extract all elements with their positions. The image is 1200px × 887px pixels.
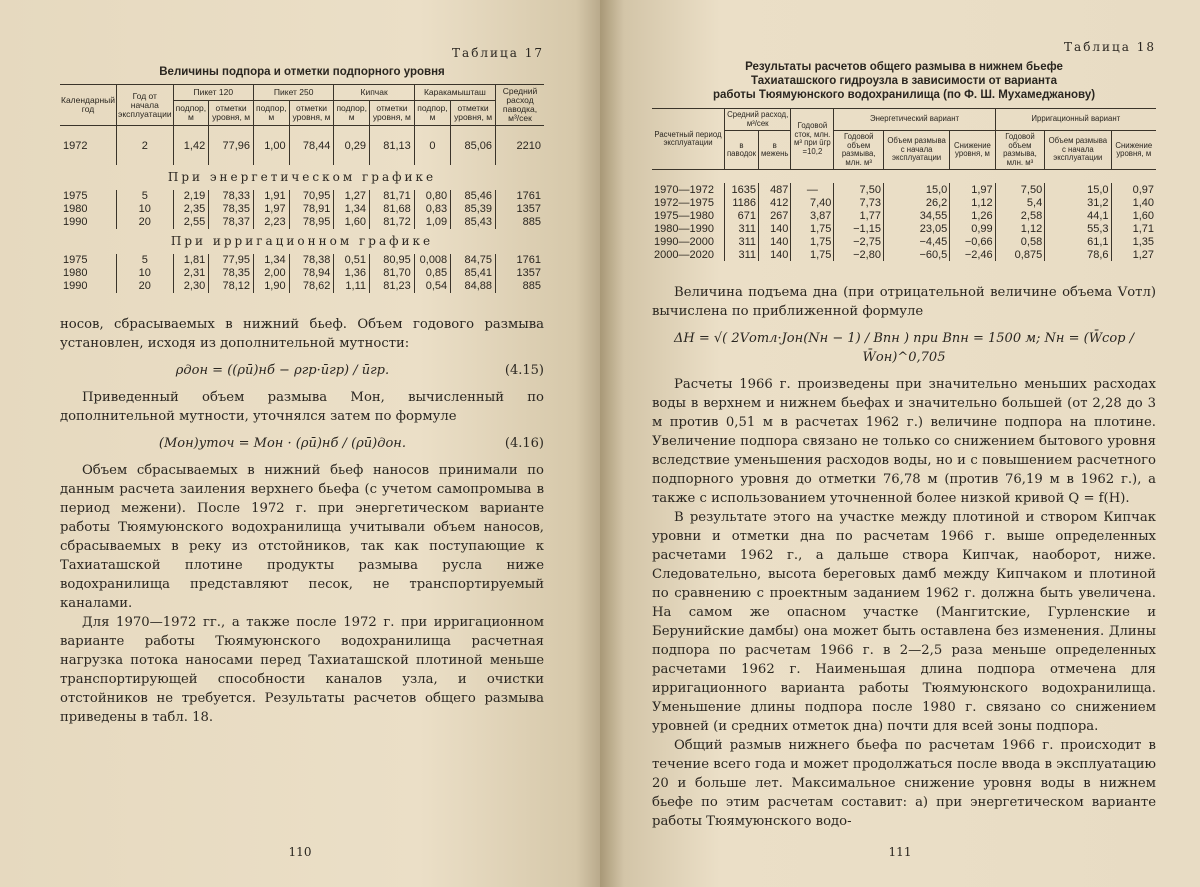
th-flood: в паводок: [725, 131, 759, 170]
table-row: 1970—1972 1635 487 — 7,50 15,0 1,97 7,50 15,0 0,97: [654, 184, 1154, 196]
table-17-title: Величины подпора и отметки подпорного уровня: [159, 66, 445, 78]
th-picket-120: Пикет 120: [173, 85, 253, 101]
th-e-annual: Годовой объем размыва, млн. м³: [834, 131, 884, 170]
page-number-right: 111: [888, 845, 912, 859]
th-i-cumulative: Объем размыва с начала эксплуатации: [1045, 131, 1111, 170]
table-row: 1972 2 1,42 77,96 1,00 78,44 0,29 81,13 0 85,06 2210: [60, 126, 544, 166]
section-irrigation: При ирригационном графике: [170, 234, 434, 248]
th-sub-level: отметки уровня, м: [451, 100, 496, 126]
left-body-text: [60, 315, 544, 727]
th-annual-runoff: Годовой сток, млн. м³ при ūгр =10,2: [791, 109, 834, 170]
paragraph: Величина подъема дна (при отрицательной величине объема Vотл) вычислена по приближенной формуле: [652, 285, 1156, 319]
paragraph: Расчеты 1966 г. произведены при значительно меньших расходах воды в верхнем и нижнем бьефах и значительно большей (от 2,28 до 3 м против 0,51 м в расчетах 1962 г.) величине подпора на плотине. Увеличение подпора связано не только со снижением бытового уровня вследствие уменьшения расходов воды, но и с повышением расчетного подпорного уровня до отметки 76,78 м (против 76,19 м в 1962 г.), а также с использованием уточненной более низкой кривой Q = f(H).: [652, 377, 1156, 506]
paragraph: Для 1970—1972 гг., а также после 1972 г. при ирригационном варианте работы Тюямуюнского водохранилища расчетная нагрузка потока наносами перед Тахиаташской плотиной меньше транспортирующей способности каналов узла, и очистки отстойников не требуется. Результаты расчетов общего размыва приведены в табл. 18.: [60, 615, 544, 725]
th-energy-variant: Энергетический вариант: [834, 109, 995, 131]
formula-4-15: [60, 361, 544, 380]
paragraph: Приведенный объем размыва Mон, вычисленный по дополнительной мутности, уточнялся затем по формуле: [60, 390, 544, 424]
table-18: [652, 108, 1156, 261]
table-row: 1990—2000 311 140 1,75 −2,75 −4,45 −0,66 0,58 61,1 1,35: [654, 236, 1154, 248]
th-sub-podpor: подпор, м: [253, 100, 289, 126]
th-e-cumulative: Объем размыва с начала эксплуатации: [883, 131, 949, 170]
th-irrigation-variant: Ирригационный вариант: [995, 109, 1156, 131]
th-karakamyshtash: Каракамышташ: [414, 85, 495, 101]
paragraph: Объем сбрасываемых в нижний бьеф наносов принимали по данным расчета заиления верхнего бьефа (с учетом самопромыва в период межени). После 1972 г. при энергетическом варианте работы Тюямуюнского водохранилища учитывали объем наносов, сбрасываемых в реку из отстойников, так как поступающие к Тахиаташской плотине продукты размыва русла ниже водохранилища представляют песок, не транспортируемый каналами.: [60, 463, 544, 611]
section-energy: При энергетическом графике: [167, 170, 437, 184]
right-body-text: [652, 283, 1156, 831]
th-i-decrease: Снижение уровня, м: [1111, 131, 1156, 170]
table-row: 1980 10 2,35 78,35 1,97 78,91 1,34 81,68 0,83 85,39 1357: [60, 203, 544, 216]
formula-number: (4.16): [504, 436, 544, 451]
table-row: 1972—1975 1186 412 7,40 7,73 26,2 1,12 5,4 31,2 1,40: [654, 197, 1154, 209]
th-low: в межень: [759, 131, 791, 170]
formula-number: (4.15): [504, 363, 544, 378]
table-row: 1975 5 2,19 78,33 1,91 70,95 1,27 81,71 0,80 85,46 1761: [60, 190, 544, 203]
th-sub-level: отметки уровня, м: [289, 100, 334, 126]
th-i-annual: Годовой объем размыва, млн. м³: [995, 131, 1045, 170]
page-number-left: 110: [288, 845, 312, 859]
table-row: 1990 20 2,55 78,37 2,23 78,95 1,60 81,72 1,09 85,43 885: [60, 216, 544, 229]
formula-4-16: [60, 434, 544, 453]
paragraph: носов, сбрасываемых в нижний бьеф. Объем годового размыва установлен, исходя из дополнительной мутности:: [60, 317, 544, 351]
formula-expression: ρдон = ((ρū)нб − ρгр·ūгр) / ūгр.: [175, 363, 390, 378]
table-18-caption: Таблица 18: [1064, 40, 1156, 54]
right-page: [600, 0, 1200, 887]
table-row: 1990 20 2,30 78,12 1,90 78,62 1,11 81,23 0,54 84,88 885: [60, 280, 544, 293]
paragraph: Общий размыв нижнего бьефа по расчетам 1966 г. происходит в течение всего года и может продолжаться после ввода в эксплуатацию 20 и больше лет. Максимальное снижение уровня воды в нижнем бьефе по этим расчетам составит: а) при энергетическом варианте работы Тюямуюнского водо-: [652, 738, 1156, 829]
table-17-caption: Таблица 17: [452, 46, 544, 60]
th-flood-flow: Средний расход паводка, м³/сек: [496, 85, 545, 126]
table-row: 1975 5 1,81 77,95 1,34 78,38 0,51 80,95 0,008 84,75 1761: [60, 254, 544, 267]
table-row: 2000—2020 311 140 1,75 −2,80 −60,5 −2,46 0,875 78,6 1,27: [654, 249, 1154, 261]
table-row: 1980 10 2,31 78,35 2,00 78,94 1,36 81,70 0,85 85,41 1357: [60, 267, 544, 280]
th-sub-level: отметки уровня, м: [209, 100, 254, 126]
table-row: 1975—1980 671 267 3,87 1,77 34,55 1,26 2,58 44,1 1,60: [654, 210, 1154, 222]
table-17: [60, 84, 544, 293]
th-e-decrease: Снижение уровня, м: [950, 131, 995, 170]
th-sub-podpor: подпор, м: [414, 100, 450, 126]
th-period: Расчетный период эксплуатации: [652, 109, 725, 170]
th-sub-podpor: подпор, м: [173, 100, 209, 126]
formula-expression: (Mон)уточ = Mон · (ρū)нб / (ρū)дон.: [158, 436, 406, 451]
th-sub-podpor: подпор, м: [334, 100, 370, 126]
formula-delta-h: [652, 329, 1156, 367]
th-years-from-start: Год от начала эксплуатации: [117, 85, 174, 126]
th-kipchak: Кипчак: [334, 85, 414, 101]
table-row: 1980—1990 311 140 1,75 −1,15 23,05 0,99 1,12 55,3 1,71: [654, 223, 1154, 235]
th-sub-level: отметки уровня, м: [370, 100, 415, 126]
paragraph: В результате этого на участке между плотиной и створом Кипчак уровни и отметки дна по расчетам 1966 г. выше определенных расчетами 1962 г., а дальше створа Кипчак, наоборот, ниже. Следовательно, высота береговых дамб между Кипчаком и плотиной по сравнению с проектным заданием 1962 г. должна быть увеличена. На самом же опасном участке (Мангитские, Гурленские и Берунийские дамбы) она может быть оставлена без изменения. Длины подпора по расчетам 1966 г. в 2—2,5 раза меньше определенных расчетами 1962 г. Наименьшая длина подпора отмечена для ирригационного варианта работы Тюямуюнского водохранилища. Уменьшение длины подпора после 1980 г. связано со снижением уровней (и средних отметок дна) почти для всей зоны подпора.: [652, 510, 1156, 734]
formula-expression: ΔH = √( 2Vотл·Jон(Nн − 1) / Bпн ) при Bпн = 1500 м; Nн = (W̄сор / W̄он)^0,705: [674, 331, 1134, 365]
th-year: Календарный год: [60, 85, 117, 126]
th-avg-flow: Средний расход, м³/сек: [725, 109, 791, 131]
table-18-title: Результаты расчетов общего размыва в нижнем бьефе Тахиаташского гидроузла в зависимости от варианта работы Тюямуюнского водохранилища (по Ф. Ш. Мухамеджанову): [712, 61, 1096, 101]
th-picket-250: Пикет 250: [253, 85, 333, 101]
